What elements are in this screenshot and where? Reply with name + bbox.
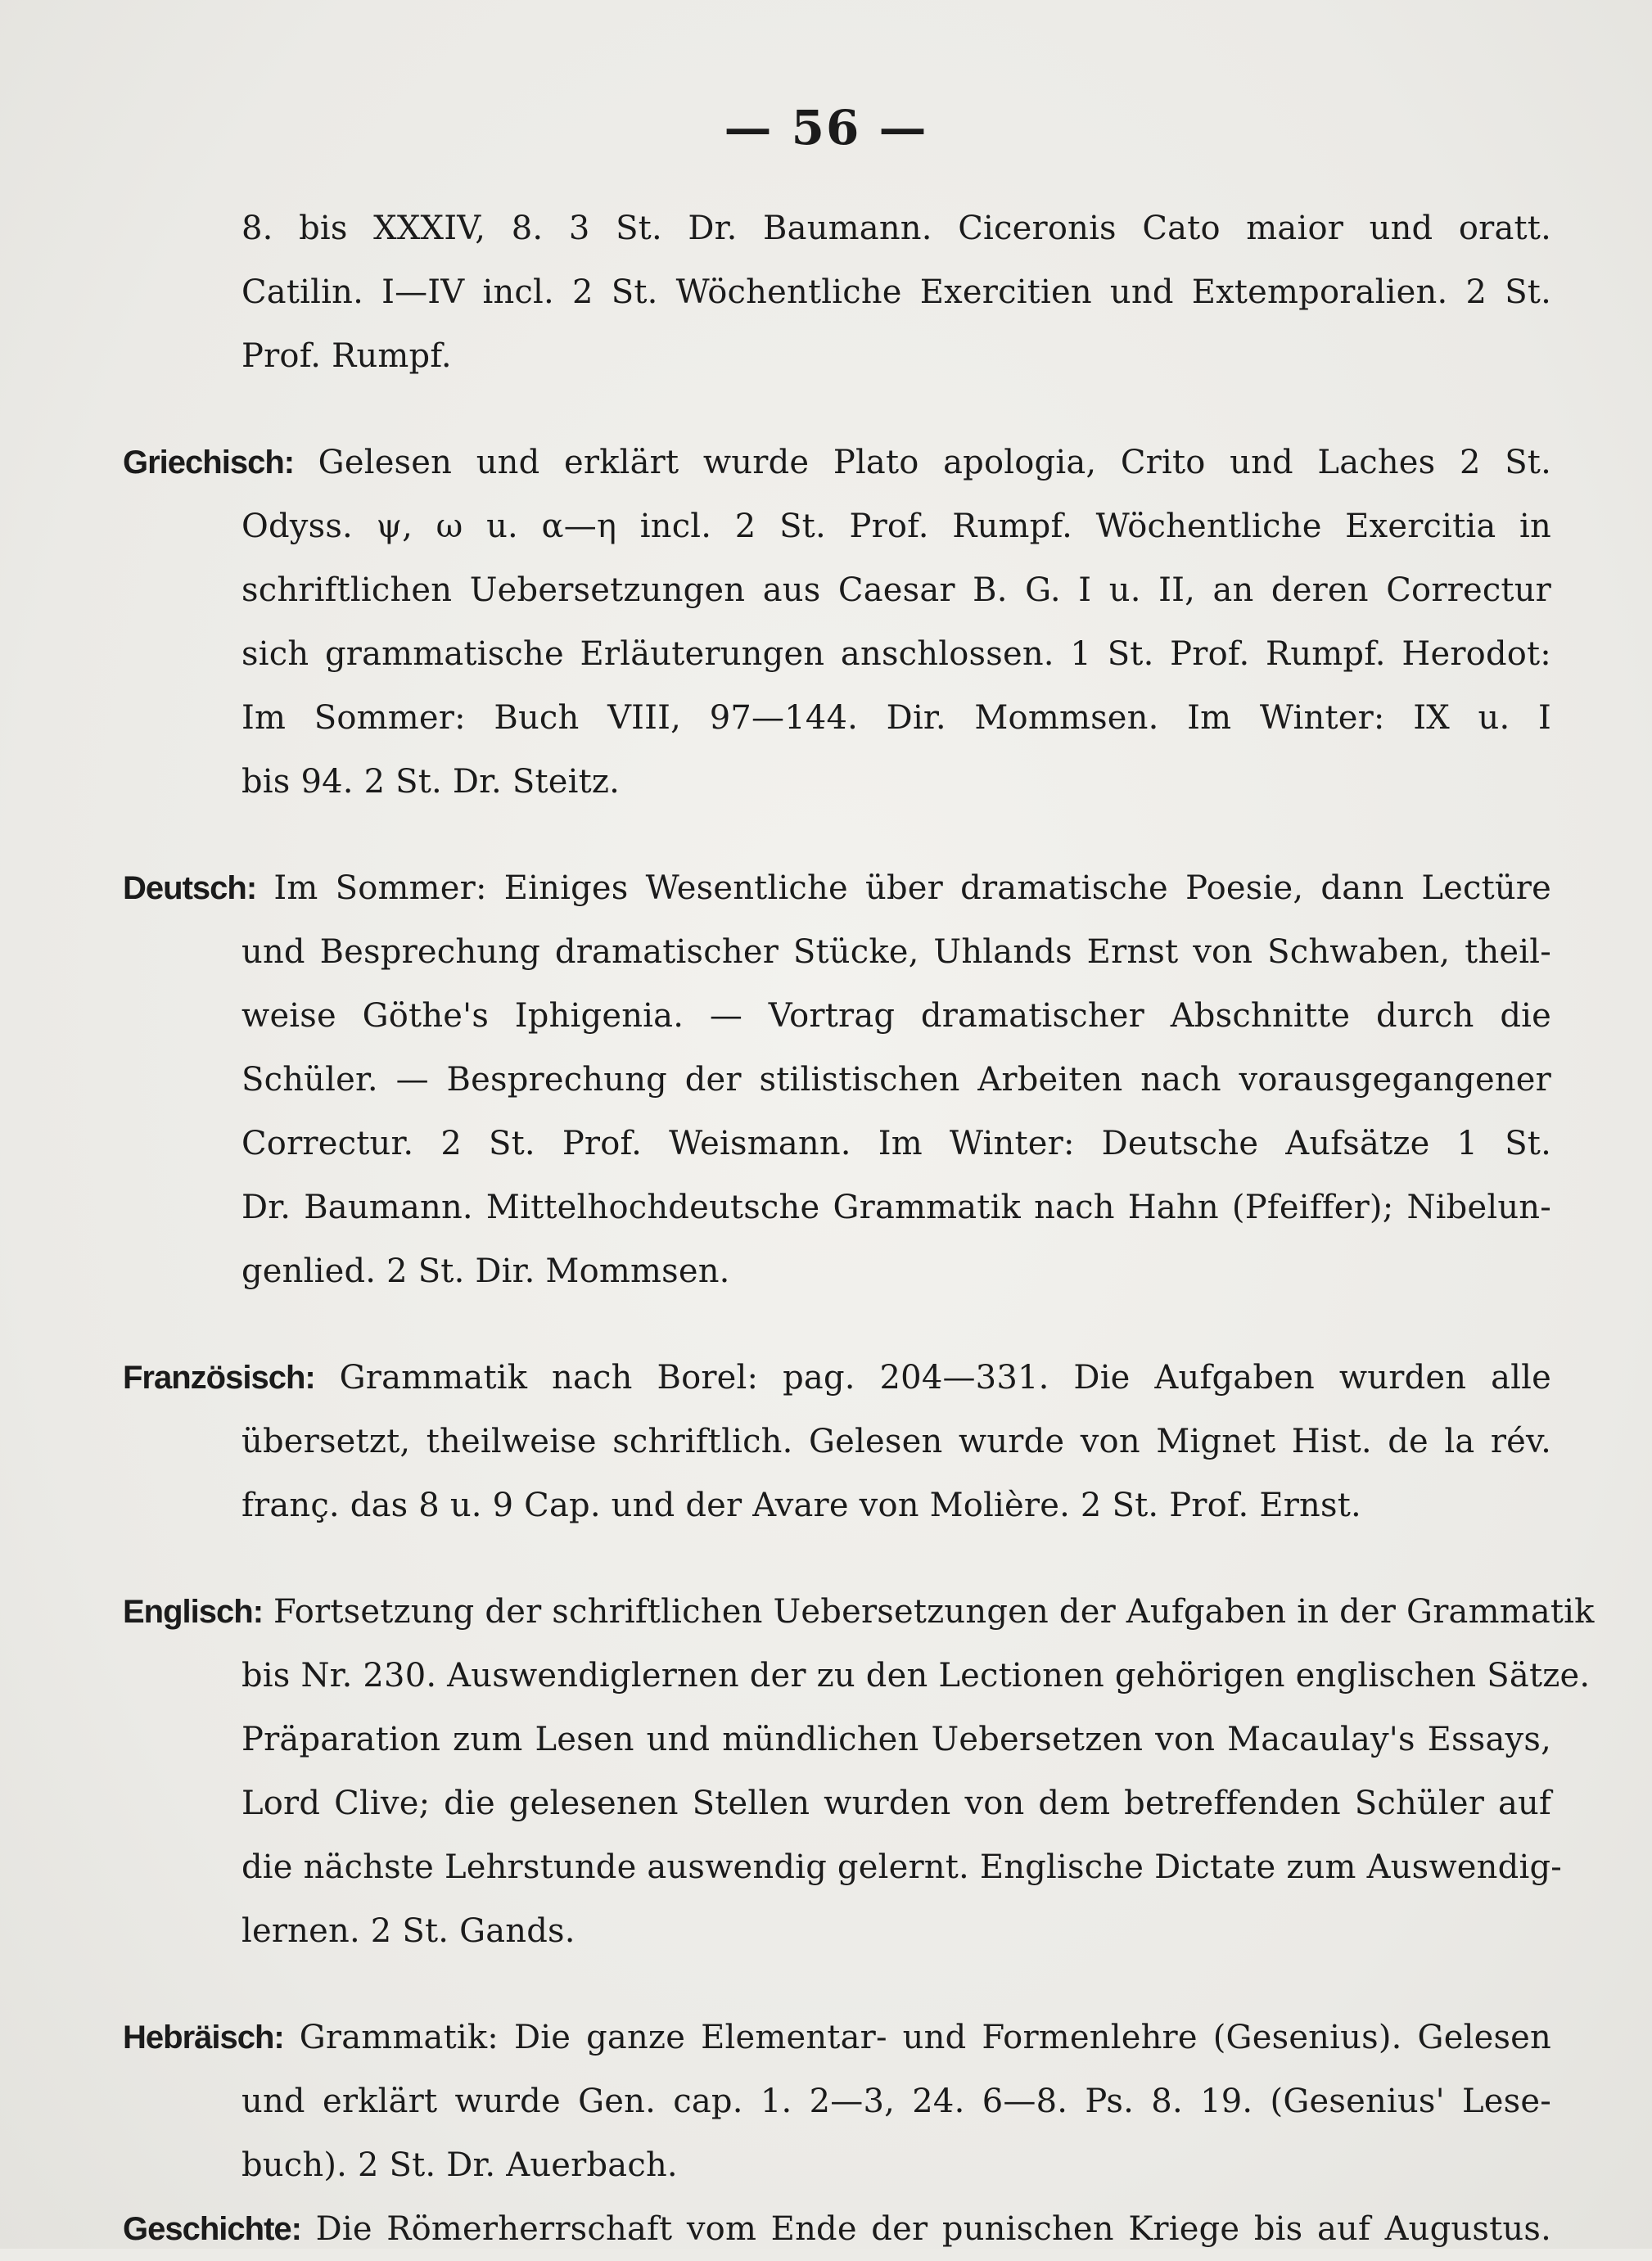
text-line: Deutsch: Im Sommer: Einiges Wesentliche über dramatische Poesie, dann Lectüre (123, 869, 1552, 907)
body-text (123, 196, 1595, 2261)
text-line: übersetzt, theilweise schriftlich. Gelesen wurde von Mignet Hist. de la rév. (241, 1423, 1551, 1460)
text-line: die nächste Lehrstunde auswendig gelernt. Englische Dictate zum Auswendig- (241, 1848, 1562, 1886)
subject-heading: Deutsch: (123, 870, 257, 906)
subject-heading: Hebräisch: (123, 2020, 284, 2056)
section-griechisch (123, 431, 1551, 814)
text-line: Catilin. I—IV incl. 2 St. Wöchentliche Exercitien und Extemporalien. 2 St. (241, 273, 1551, 311)
text-line: franç. das 8 u. 9 Cap. und der Avare von Molière. 2 St. Prof. Ernst. (241, 1487, 1361, 1524)
text-line: 8. bis XXXIV, 8. 3 St. Dr. Baumann. Ciceronis Cato maior und oratt. (241, 210, 1551, 247)
text-line: Französisch: Grammatik nach Borel: pag. 204—331. Die Aufgaben wurden alle (123, 1359, 1551, 1397)
text-line: Präparation zum Lesen und mündlichen Uebersetzen von Macaulay's Essays, (241, 1721, 1551, 1758)
text-line: Lord Clive; die gelesenen Stellen wurden von dem betreffenden Schüler auf (241, 1785, 1551, 1822)
section-hebraeisch (123, 2006, 1551, 2197)
text-line: Prof. Rumpf. (241, 337, 452, 375)
text-line: lernen. 2 St. Gands. (241, 1912, 575, 1950)
text-line: und Besprechung dramatischer Stücke, Uhlands Ernst von Schwaben, theil- (241, 933, 1551, 971)
text-line: Griechisch: Gelesen und erklärt wurde Plato apologia, Crito und Laches 2 St. (123, 444, 1551, 481)
text-line: genlied. 2 St. Dir. Mommsen. (241, 1252, 730, 1290)
section-deutsch (123, 856, 1551, 1303)
section-continuation (123, 196, 1551, 388)
text-line: Odyss. ψ, ω u. α—η incl. 2 St. Prof. Rumpf. Wöchentliche Exercitia in (241, 508, 1551, 545)
text-line: bis Nr. 230. Auswendiglernen der zu den Lectionen gehörigen englischen Sätze. (241, 1657, 1591, 1695)
text-line: Dr. Baumann. Mittelhochdeutsche Grammatik nach Hahn (Pfeiffer); Nibelun- (241, 1189, 1551, 1226)
section-geschichte (123, 2197, 1551, 2261)
subject-heading: Geschichte: (123, 2211, 301, 2247)
text-line: weise Göthe's Iphigenia. — Vortrag dramatischer Abschnitte durch die (241, 997, 1551, 1035)
subject-heading: Englisch: (123, 1594, 264, 1630)
text-line: Englisch: Fortsetzung der schriftlichen Uebersetzungen der Aufgaben in der Grammatik (123, 1593, 1595, 1631)
text-line: buch). 2 St. Dr. Auerbach. (241, 2146, 678, 2184)
text-line: und erklärt wurde Gen. cap. 1. 2—3, 24. 6—8. Ps. 8. 19. (Gesenius' Lese- (241, 2083, 1551, 2120)
subject-heading: Französisch: (123, 1360, 315, 1396)
text-line: Hebräisch: Grammatik: Die ganze Elementar- und Formenlehre (Gesenius). Gelesen (123, 2019, 1552, 2056)
page-number: — 56 — (724, 100, 928, 156)
text-line: sich grammatische Erläuterungen anschlossen. 1 St. Prof. Rumpf. Herodot: (241, 635, 1551, 673)
text-line: Schüler. — Besprechung der stilistischen Arbeiten nach vorausgegangener (241, 1061, 1551, 1099)
text-line: Im Sommer: Buch VIII, 97—144. Dir. Mommsen. Im Winter: IX u. I (241, 699, 1551, 737)
section-franzoesisch (123, 1346, 1551, 1537)
subject-heading: Griechisch: (123, 445, 295, 481)
text-line: Geschichte: Die Römerherrschaft vom Ende der punischen Kriege bis auf Augustus. (123, 2210, 1551, 2248)
text-line: bis 94. 2 St. Dr. Steitz. (241, 763, 621, 801)
text-line: Correctur. 2 St. Prof. Weismann. Im Winter: Deutsche Aufsätze 1 St. (241, 1125, 1551, 1162)
section-englisch (123, 1580, 1595, 1963)
text-line: schriftlichen Uebersetzungen aus Caesar B. G. I u. II, an deren Correctur (241, 571, 1551, 609)
